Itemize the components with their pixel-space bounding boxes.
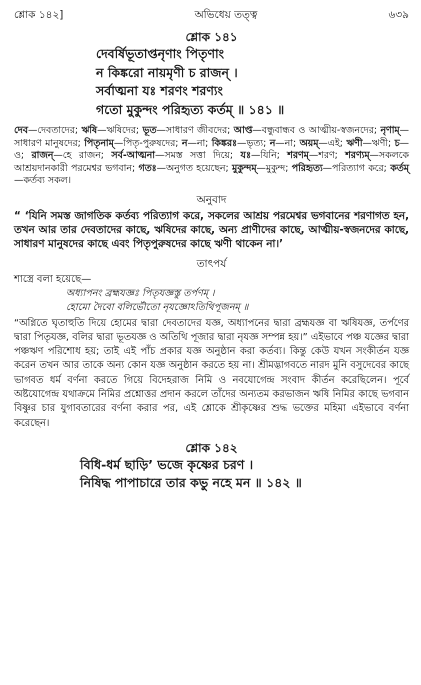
synonym-meaning: শরণ; [318,150,346,162]
translation-text: “ ‘যিনি সমস্ত জাগতিক কর্তব্য পরিত্যাগ করে, সকলের আশ্রয় পরমেশ্বর ভগবানের শরণাগত হন, তখন আর তার দেবতাদের কাছে, ঋষিদের কাছে, অন্য প্রাণীদের কাছে, আত্মীয়-স্বজনদের কাছে, সাধারণ মানুষদের কাছে এবং পিতৃপুরুষদের কাছে ঋণী থাকেন না।’ [14,209,409,251]
verse-line: বিধি-ধর্ম ছাড়ি’ ভজে কৃষ্ণের চরণ । [80,456,254,472]
sloka-142-title: শ্লোক ১৪২ [185,440,238,455]
synonym-term: নৃণাম্ [380,125,400,136]
header-sloka-ref: শ্লোক ১৪২] [14,9,64,21]
synonym-meaning: পিতৃ-পুরুষদের; [123,137,182,149]
verse-line: নিষিদ্ধ পাপাচারে তার কভু নহে মন ॥ ১৪২ ॥ [80,475,302,491]
synonym-term: সর্ব-আত্মনা [111,150,155,162]
purport-text: “অগ্নিতে ঘৃতাহুতি দিয়ে হোমের দ্বারা দেবতাদের যজ্ঞ, অধ্যাপনের দ্বারা ব্রহ্মযজ্ঞ বা ঋষিযজ্ঞ, তর্পণের দ্বারা পিতৃযজ্ঞ, বলির দ্বারা ভূতযজ্ঞ ও অতিথি পূজার দ্বারা নৃযজ্ঞ সম্পন্ন হয়।” এইভাবে পঞ্চ যজ্ঞের দ্বারা পঞ্চঋণ পরিশোধ হয়; তাই এই পাঁচ প্রকার যজ্ঞ অনুষ্ঠান করা কর্তব্য। কিন্তু কেউ যখন সংকীর্তন যজ্ঞ করেন তখন আর তাকে অন্য কোন যজ্ঞ অনুষ্ঠান করতে হয় না। শ্রীমদ্ভাগবতে নারদ মুনি বসুদেবের কাছে ভাগবত ধর্ম বর্ণনা করতে গিয়ে বিদেহরাজ নিমি ও নবযোগেন্দ্র সংবাদ কীর্তন করেছিলেন। পূর্বে অষ্টযোগেন্দ্র যথাক্রমে নিমির প্রশ্নোত্তর প্রদান করলে তাঁদের অন্যতম করভাজন ঋষি নিমির কাছে ভগবান বিষ্ণুর চার যুগাবতারের বর্ণনা করার পর, এই শ্লোকে শ্রীকৃষ্ণের শুদ্ধ ভক্তের মহিমা এইভাবে বর্ণনা করেছেন। [14,317,409,429]
synonym-meaning: বন্ধুবান্ধব ও আত্মীয়-স্বজনদের; [261,125,381,136]
synonym-meaning: ভৃত্য; [246,137,270,149]
page-number: ৬৩৯ [388,9,409,21]
synonym-meaning: ও; [14,150,32,162]
synonym-meaning: সাধারণ মানুষদের; [14,137,85,149]
sloka-142-verse [80,456,409,493]
synonym-meaning: পরিত্যাগ করে; [332,162,391,174]
sloka-141-title: শ্লোক ১৪১ [185,30,238,44]
translation-title: অনুবাদ [196,193,227,206]
synonym-term: রাজন্ [31,150,54,162]
synonym-term: গতঃ [138,162,157,174]
synonym-meaning: সমস্ত সত্তা দিয়ে; [164,150,241,162]
synonym-term: অয়ম্ [299,137,319,149]
synonym-term: যঃ [240,150,251,162]
synonym-meaning: এই; [327,137,347,149]
verse-line: সর্বাত্মনা যঃ শরণং শরণ্যং [96,83,223,98]
verse-line: ন কিঙ্করো নায়মৃণী চ রাজন্ । [96,64,238,80]
synonym-meaning: মুকুন্দ; [265,162,292,174]
synonym-meaning: যিনি; [260,150,288,162]
synonym-term: ন [181,137,188,149]
synonym-term: মুকুন্দম্ [232,162,257,174]
page-header [14,8,409,22]
quoted-verse-line: হোমো দৈবো বলির্ভৌতো নৃযজ্ঞোঽতিথিপূজনম্ ॥ [66,301,249,313]
synonym-meaning: অনুগত হয়েছেন; [166,162,233,174]
purport-intro: শাস্ত্রে বলা হয়েছে— [14,273,92,285]
quoted-verse-line: অধ্যাপনং ব্রহ্মযজ্ঞঃ পিতৃযজ্ঞস্তু তর্পণম্ । [66,287,215,299]
synonym-term: কর্তম্ [390,162,409,174]
synonym-term: চ [394,137,400,149]
chapter-title: অভিধেয় তত্ত্ব [194,9,258,21]
synonym-term: ভূত [142,125,157,136]
synonym-term: পিতৃনাম্ [84,137,114,149]
synonym-meaning: হে রাজন; [62,150,112,162]
synonym-term: দেব [14,125,28,136]
purport-title: তাৎপর্য [196,257,227,270]
synonym-meaning: না; [196,137,212,149]
synonym-meaning: সকলকে আশ্রয়দানকারী পরমেশ্বর ভগবান; [14,150,409,174]
synonym-meaning: ঋণী; [371,137,395,149]
verse-line: গতো মুকুন্দং পরিহৃত্য কর্তম্ ॥ ১৪১ ॥ [96,101,285,117]
synonym-meaning: ঋষিদের; [106,125,143,136]
quoted-verse [66,287,409,315]
synonym-term: ঋণী [346,137,363,149]
synonym-term: শরণম্ [287,150,309,162]
synonym-term: আপ্ত [233,125,253,136]
sloka-141-verse [96,45,409,119]
synonym-term: কিঙ্করঃ [211,137,237,149]
synonym-term: ঋষি [81,125,98,136]
synonym-meaning: কর্তব্য সকল। [23,175,71,187]
synonym-meaning: না; [284,137,300,149]
synonym-term: শরণ্যম্ [345,150,370,162]
synonym-meaning: দেবতাদের; [37,125,82,136]
synonym-term: পরিহৃত্য [291,162,323,174]
synonym-meaning: সাধারণ জীবদের; [165,125,234,136]
synonym-term: ন [269,137,276,149]
word-synonyms: দেব—দেবতাদের; ঋষি—ঋষিদের; ভূত—সাধারণ জীবদের; আপ্ত—বন্ধুবান্ধব ও আত্মীয়-স্বজনদের; নৃণাম্—সাধারণ মানুষদের; পিতৃনাম্—পিতৃ-পুরুষদের; ন—না; কিঙ্করঃ—ভৃত্য; ন—না; অয়ম্—এই; ঋণী—ঋণী; চ—ও; রাজন্—হে রাজন; সর্ব-আত্মনা—সমস্ত সত্তা দিয়ে; যঃ—যিনি; শরণম্—শরণ; শরণ্যম্—সকলকে আশ্রয়দানকারী পরমেশ্বর ভগবান; গতঃ—অনুগত হয়েছেন; মুকুন্দম্—মুকুন্দ; পরিহৃত্য—পরিত্যাগ করে; কর্তম্—কর্তব্য সকল। [14,125,410,187]
verse-line: দেবর্ষিভূতাপ্তনৃণাং পিতৃণাং [96,46,225,61]
